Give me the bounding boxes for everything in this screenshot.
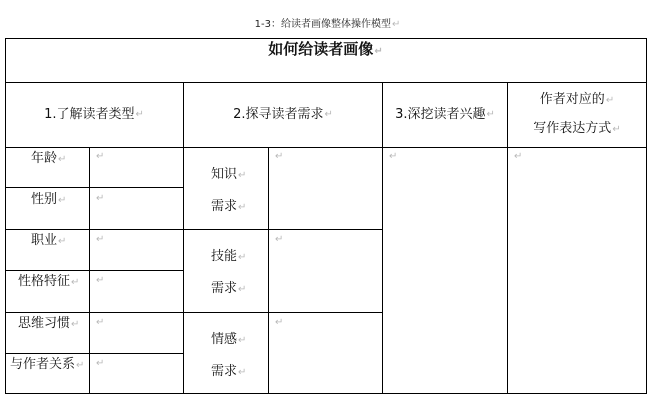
reader-type-thinking bbox=[18, 316, 79, 333]
paragraph-mark-icon: ↵ bbox=[58, 195, 67, 206]
empty-cell-mark-icon: ↵ bbox=[275, 317, 284, 328]
header-reader-needs bbox=[184, 83, 382, 147]
paragraph-mark-icon: ↵ bbox=[71, 319, 80, 330]
header-col4-line1: 作者对应的 bbox=[539, 92, 605, 107]
need-label-line1: 情感 bbox=[211, 332, 238, 347]
paragraph-mark-icon: ↵ bbox=[238, 367, 247, 378]
empty-cell-mark-icon: ↵ bbox=[96, 275, 105, 286]
need-label-line2: 需求 bbox=[211, 281, 238, 296]
need-skill bbox=[211, 241, 246, 305]
empty-cell-mark-icon: ↵ bbox=[389, 151, 398, 162]
empty-cell-mark-icon: ↵ bbox=[96, 358, 105, 369]
paragraph-mark-icon: ↵ bbox=[391, 19, 401, 30]
need-knowledge bbox=[211, 159, 246, 223]
paragraph-mark-icon: ↵ bbox=[374, 46, 383, 57]
paragraph-mark-icon: ↵ bbox=[76, 360, 85, 371]
reader-type-gender bbox=[31, 192, 66, 209]
paragraph-mark-icon: ↵ bbox=[612, 124, 621, 135]
paragraph-mark-icon: ↵ bbox=[71, 277, 80, 288]
reader-type-personality bbox=[18, 274, 79, 291]
paragraph-mark-icon: ↵ bbox=[324, 109, 333, 120]
empty-cell-mark-icon: ↵ bbox=[96, 151, 105, 162]
empty-cell-mark-icon: ↵ bbox=[514, 151, 523, 162]
need-label-line2: 需求 bbox=[211, 199, 238, 214]
paragraph-mark-icon: ↵ bbox=[58, 236, 67, 247]
reader-type-label: 性别 bbox=[31, 192, 58, 207]
paragraph-mark-icon: ↵ bbox=[238, 170, 247, 181]
paragraph-mark-icon: ↵ bbox=[486, 109, 495, 120]
need-emotion bbox=[211, 324, 246, 388]
paragraph-mark-icon: ↵ bbox=[238, 335, 247, 346]
empty-cell-mark-icon: ↵ bbox=[96, 193, 105, 204]
header-col3-label: 3.深挖读者兴趣 bbox=[395, 107, 486, 122]
reader-type-label: 思维习惯 bbox=[18, 316, 71, 331]
table-title: 如何给读者画像 bbox=[268, 40, 374, 58]
need-label-line2: 需求 bbox=[211, 364, 238, 379]
paragraph-mark-icon: ↵ bbox=[605, 95, 615, 106]
empty-cell-mark-icon: ↵ bbox=[96, 317, 105, 328]
reader-type-label: 性格特征 bbox=[18, 274, 71, 289]
paragraph-mark-icon: ↵ bbox=[58, 154, 67, 165]
paragraph-mark-icon: ↵ bbox=[238, 202, 247, 213]
empty-cell-mark-icon: ↵ bbox=[96, 234, 105, 245]
header-writing-style bbox=[508, 86, 646, 144]
need-label-line1: 知识 bbox=[211, 167, 238, 182]
reader-type-label: 职业 bbox=[31, 233, 58, 248]
reader-type-label: 年龄 bbox=[31, 151, 58, 166]
empty-cell-mark-icon: ↵ bbox=[275, 151, 284, 162]
reader-type-occupation bbox=[31, 233, 66, 250]
header-col4-line2: 写作表达方式 bbox=[533, 121, 612, 136]
header-reader-interests bbox=[383, 83, 507, 147]
reader-type-age bbox=[31, 151, 66, 168]
header-col1-label: 1.了解读者类型 bbox=[44, 107, 135, 122]
reader-type-label: 与作者关系 bbox=[10, 357, 76, 372]
empty-cell-mark-icon: ↵ bbox=[275, 234, 284, 245]
table-title-cell bbox=[5, 41, 646, 60]
caption-text: 1-3：给读者画像整体操作模型 bbox=[254, 19, 391, 30]
header-reader-types bbox=[5, 83, 183, 147]
paragraph-mark-icon: ↵ bbox=[238, 284, 247, 295]
paragraph-mark-icon: ↵ bbox=[135, 109, 144, 120]
reader-type-relation bbox=[10, 357, 84, 374]
need-label-line1: 技能 bbox=[211, 249, 238, 264]
header-col2-label: 2.探寻读者需求 bbox=[233, 107, 324, 122]
paragraph-mark-icon: ↵ bbox=[238, 252, 247, 263]
